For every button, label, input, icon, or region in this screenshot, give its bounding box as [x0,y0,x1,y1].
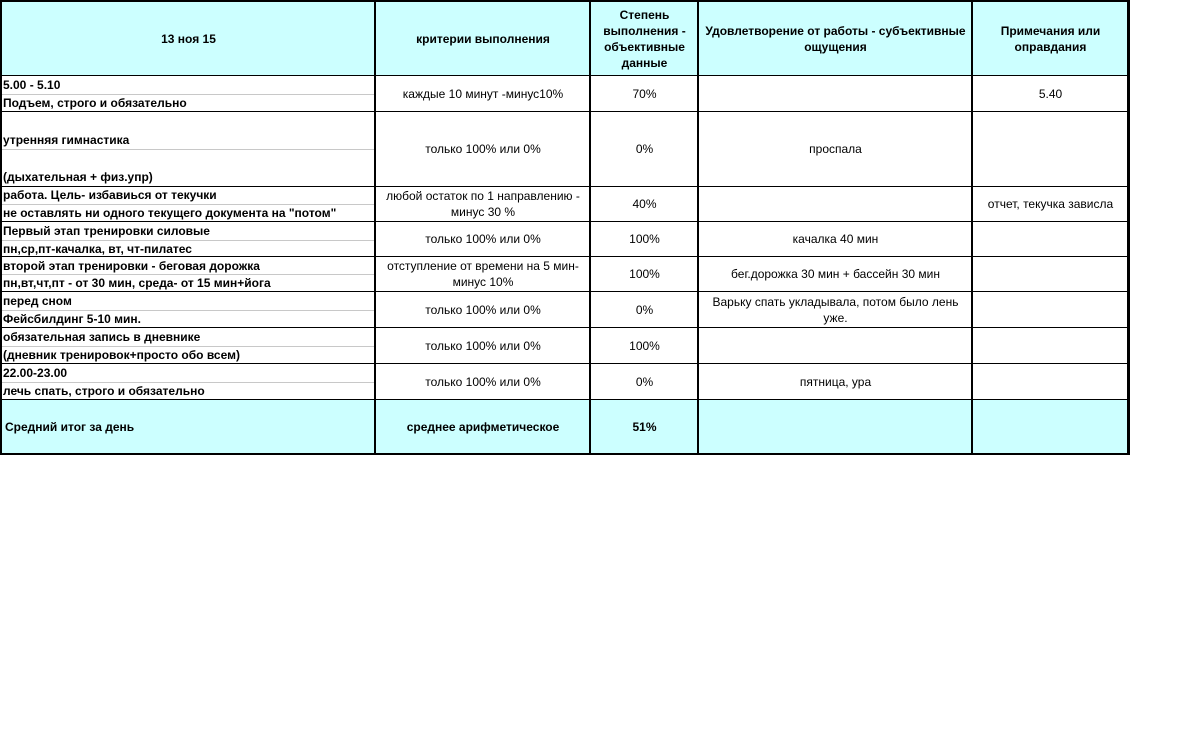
row-1-criteria[interactable]: каждые 10 минут -минус10% [402,86,564,101]
row-8-line-2[interactable]: лечь спать, строго и обязательно [3,384,205,398]
row-5-satisfaction[interactable]: бег.дорожка 30 мин + бассейн 30 мин [731,267,940,281]
grid-line [0,0,1130,2]
row-3-degree[interactable]: 40% [632,197,657,211]
grid-line [0,111,1130,112]
row-8-notes[interactable] [973,364,1128,399]
grid-line [1127,0,1130,455]
row-7-line-2[interactable]: (дневник тренировок+просто обо всем) [3,348,240,362]
row-1-line-2[interactable]: Подъем, строго и обязательно [3,96,187,110]
grid-line [0,399,1130,400]
header-date[interactable]: 13 ноя 15 [2,2,375,75]
row-6-line-2[interactable]: Фейсбилдинг 5-10 мин. [3,312,141,326]
row-8-line-1[interactable]: 22.00-23.00 [3,366,68,380]
grid-line [589,0,591,455]
row-8-criteria[interactable]: только 100% или 0% [425,374,541,389]
row-4-line-2[interactable]: пн,ср,пт-качалка, вт, чт-пилатес [3,242,192,256]
grid-line [0,221,1130,222]
row-2-degree[interactable]: 0% [635,142,654,156]
grid-line [0,256,1130,257]
grid-line [0,453,1130,455]
total-criteria[interactable]: среднее арифметическое [376,400,590,453]
row-1-notes[interactable]: 5.40 [1038,86,1063,101]
row-6-notes[interactable] [973,292,1128,327]
total-degree[interactable]: 51% [591,400,698,453]
row-2-notes[interactable] [973,112,1128,186]
total-satisfaction[interactable] [699,400,972,453]
row-7-line-1[interactable]: обязательная запись в дневнике [3,330,201,344]
grid-line [374,0,376,455]
grid-line [0,363,1130,364]
row-2-criteria[interactable]: только 100% или 0% [425,142,541,156]
row-8-satisfaction[interactable]: пятница, ура [799,374,872,389]
row-6-satisfaction[interactable]: Варьку спать укладывала, потом было лень уже. [712,294,959,325]
grid-line [0,186,1130,187]
row-7-degree[interactable]: 100% [629,338,660,353]
row-4-line-1[interactable]: Первый этап тренировки силовые [3,224,210,238]
grid-line [0,75,1130,76]
header-satisfaction[interactable]: Удовлетворение от работы - субъективные ощущения [699,2,972,75]
row-4-degree[interactable]: 100% [629,232,660,246]
total-label[interactable]: Средний итог за день [2,400,375,453]
grid-line [971,0,973,455]
row-4-criteria[interactable]: только 100% или 0% [425,232,541,246]
grid-line [0,327,1130,328]
grid-line [0,291,1130,292]
row-7-notes[interactable] [973,328,1128,363]
row-3-notes[interactable]: отчет, текучка зависла [987,197,1114,211]
row-4-notes[interactable] [973,222,1128,256]
row-8-degree[interactable]: 0% [635,374,654,389]
row-6-criteria[interactable]: только 100% или 0% [425,302,541,317]
grid-line [0,0,2,455]
row-7-satisfaction[interactable] [699,328,972,363]
row-1-degree[interactable]: 70% [632,86,657,101]
row-3-satisfaction[interactable] [699,187,972,221]
row-5-notes[interactable] [973,257,1128,291]
row-5-criteria[interactable]: отступление от времени на 5 мин- минус 10% [387,259,579,289]
row-6-line-1[interactable]: перед сном [3,294,72,308]
header-notes[interactable]: Примечания или оправдания [973,2,1128,75]
header-degree[interactable]: Степень выполнения - объективные данные [591,2,698,75]
row-3-criteria[interactable]: любой остаток по 1 направлению - минус 30 % [386,189,580,219]
total-notes[interactable] [973,400,1128,453]
grid-line [697,0,699,455]
row-6-degree[interactable]: 0% [635,302,654,317]
row-4-satisfaction[interactable]: качалка 40 мин [792,232,879,246]
row-5-line-1[interactable]: второй этап тренировки - беговая дорожка [3,259,260,273]
row-2-line-2[interactable]: (дыхательная + физ.упр) [3,170,153,184]
row-7-criteria[interactable]: только 100% или 0% [425,338,541,353]
row-2-satisfaction[interactable]: проспала [809,142,862,156]
row-5-degree[interactable]: 100% [629,267,660,281]
row-1-satisfaction[interactable] [699,76,972,111]
row-3-line-2[interactable]: не оставлять ни одного текущего документа на "потом" [3,206,337,220]
header-criteria[interactable]: критерии выполнения [376,2,590,75]
row-2-line-1[interactable]: утренняя гимнастика [3,133,130,147]
row-1-line-1[interactable]: 5.00 - 5.10 [3,78,61,92]
row-3-line-1[interactable]: работа. Цель- избавиься от текучки [3,188,217,202]
row-5-line-2[interactable]: пн,вт,чт,пт - от 30 мин, среда- от 15 мин+йога [3,276,271,290]
